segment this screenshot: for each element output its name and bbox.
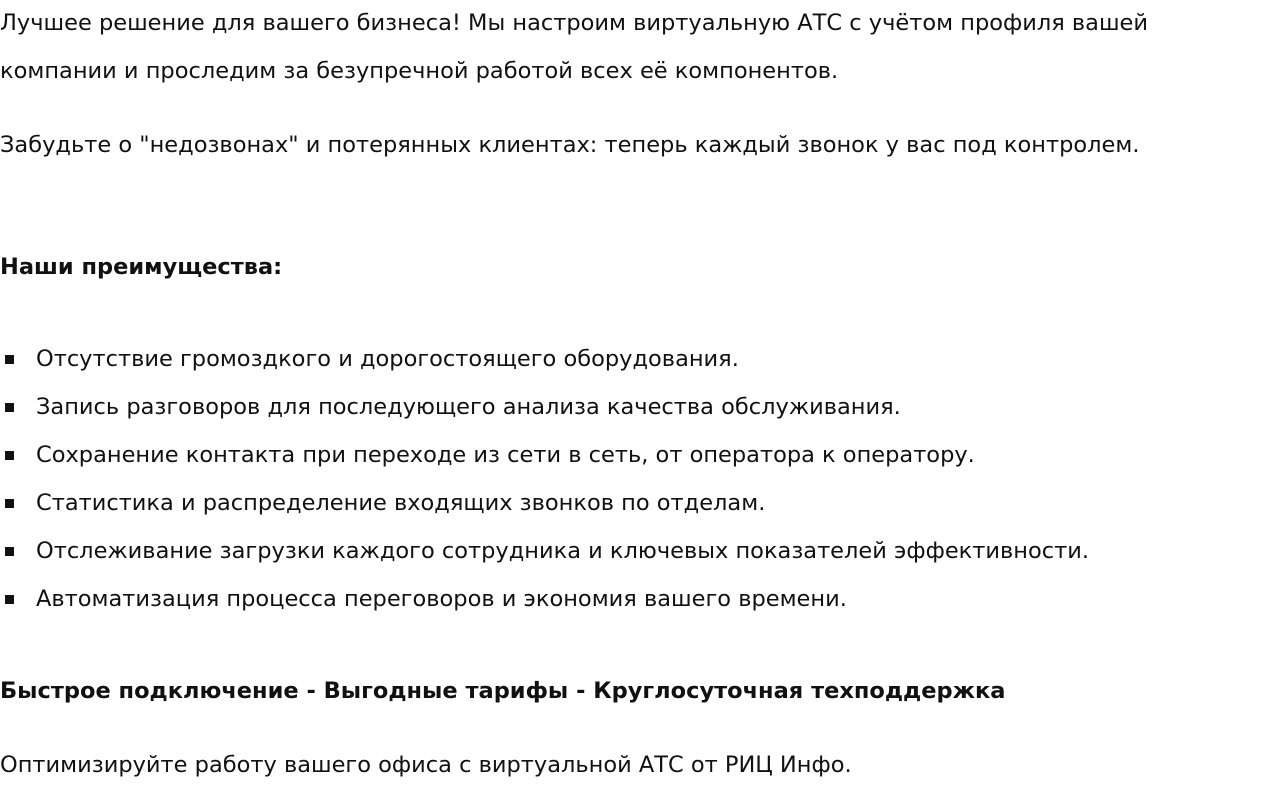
square-bullet-icon xyxy=(5,499,14,508)
square-bullet-icon xyxy=(5,355,14,364)
list-item-text: Сохранение контакта при переходе из сети в сеть, от оператора к оператору. xyxy=(36,442,975,468)
advantages-heading: Наши преимущества: xyxy=(0,254,283,280)
list-item xyxy=(0,575,1089,623)
slogan-heading: Быстрое подключение - Выгодные тарифы - Круглосуточная техподдержка xyxy=(0,678,1006,704)
intro-paragraph: Лучшее решение для вашего бизнеса! Мы настроим виртуальную АТС с учётом профиля вашей компании и проследим за безупречной работой всех её компонентов. xyxy=(0,10,1149,84)
list-item-text: Статистика и распределение входящих звонков по отделам. xyxy=(36,490,766,516)
list-item xyxy=(0,383,1089,431)
list-item-text: Отслеживание загрузки каждого сотрудника и ключевых показателей эффективности. xyxy=(36,538,1089,564)
square-bullet-icon xyxy=(5,547,14,556)
list-item-text: Запись разговоров для последующего анализа качества обслуживания. xyxy=(36,394,901,420)
advantages-list xyxy=(0,335,1089,623)
missed-calls-paragraph: Забудьте о "недозвонах" и потерянных клиентах: теперь каждый звонок у вас под контролем. xyxy=(0,132,1140,158)
square-bullet-icon xyxy=(5,595,14,604)
list-item-text: Автоматизация процесса переговоров и экономия вашего времени. xyxy=(36,586,847,612)
list-item xyxy=(0,335,1089,383)
list-item xyxy=(0,431,1089,479)
list-item xyxy=(0,479,1089,527)
list-item xyxy=(0,527,1089,575)
square-bullet-icon xyxy=(5,451,14,460)
square-bullet-icon xyxy=(5,403,14,412)
list-item-text: Отсутствие громоздкого и дорогостоящего оборудования. xyxy=(36,346,739,372)
cta-paragraph: Оптимизируйте работу вашего офиса с виртуальной АТС от РИЦ Инфо. xyxy=(0,752,852,778)
